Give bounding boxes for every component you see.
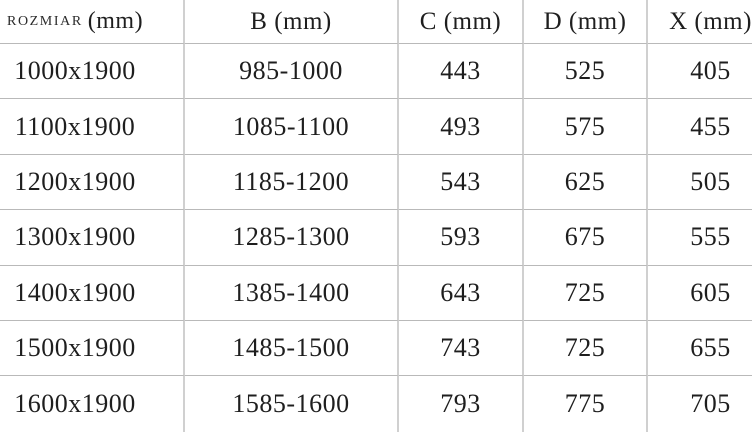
cell-b: 1485-1500: [185, 321, 399, 376]
cell-c: 743: [399, 321, 524, 376]
cell-c: 593: [399, 210, 524, 265]
cell-rozmiar: 1600x1900: [0, 376, 185, 432]
header-cell-c: C (mm): [399, 0, 524, 44]
cell-c: 643: [399, 266, 524, 321]
cell-x: 655: [648, 321, 752, 376]
cell-d: 575: [524, 99, 648, 154]
cell-b: 1085-1100: [185, 99, 399, 154]
cell-x: 705: [690, 389, 731, 419]
cell-d: 725: [524, 266, 648, 321]
cell-d: 675: [524, 210, 648, 265]
cell-b: 1385-1400: [185, 266, 399, 321]
header-cell-b: B (mm): [185, 0, 399, 44]
cell-rozmiar: 1100x1900: [0, 99, 185, 154]
cell-d: 775: [524, 376, 648, 432]
cell-d: 525: [524, 44, 648, 99]
cell-c: 493: [399, 99, 524, 154]
cell-rozmiar: 1000x1900: [0, 44, 185, 99]
cell-x: 555: [648, 210, 752, 265]
cell-c: 543: [399, 155, 524, 210]
cell-d: 725: [524, 321, 648, 376]
cell-c: 443: [399, 44, 524, 99]
cell-rozmiar: 1300x1900: [0, 210, 185, 265]
header-cell-rozmiar: [0, 0, 185, 44]
cell-rozmiar: 1200x1900: [0, 155, 185, 210]
cell-rozmiar: 1500x1900: [0, 321, 185, 376]
header-rozmiar-unit: (mm): [87, 8, 144, 34]
header-cell-x: X (mm): [648, 0, 752, 44]
cell-x: 405: [648, 44, 752, 99]
cell-x: 455: [648, 99, 752, 154]
header-cell-d: D (mm): [524, 0, 648, 44]
cell-d: 625: [524, 155, 648, 210]
cell-b: 985-1000: [185, 44, 399, 99]
cell-c: 793: [399, 376, 524, 432]
cell-rozmiar: 1400x1900: [0, 266, 185, 321]
cell-b: 1185-1200: [185, 155, 399, 210]
header-rozmiar-label: ROZMIAR: [7, 13, 83, 29]
cell-x: 505: [648, 155, 752, 210]
cell-b: 1585-1600: [185, 376, 399, 432]
cell-b: 1285-1300: [185, 210, 399, 265]
cell-x: 605: [648, 266, 752, 321]
